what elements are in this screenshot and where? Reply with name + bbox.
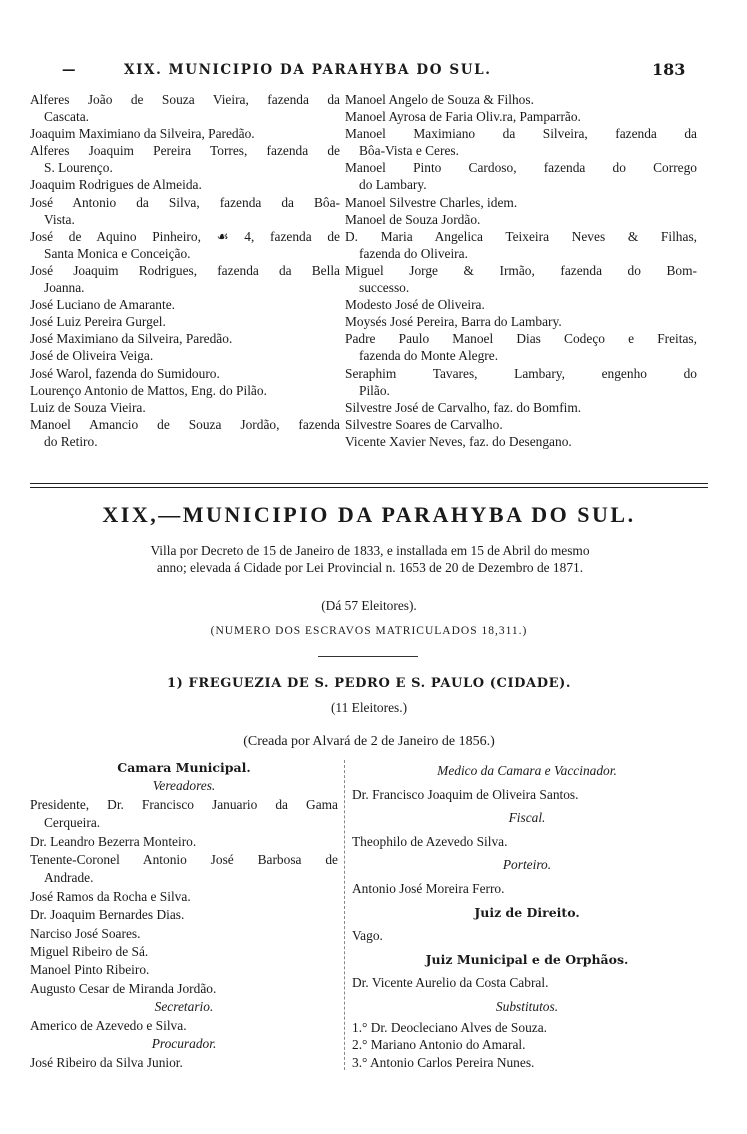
list-entry [345,211,697,228]
entry-line: José de Oliveira Veiga. [30,348,154,364]
entry-line: José Joaquim Rodrigues, fazenda da Bella [30,262,340,278]
list-entry [345,108,697,125]
list-entry [30,125,340,142]
entry-line: Joaquim Maximiano da Silveira, Paredão. [30,126,255,142]
entry-line: Camara Municipal. [117,760,251,775]
short-rule [318,656,418,657]
top-left-column [30,91,340,450]
history-line: anno; elevada á Cidade por Lei Provincial n. 1653 de 20 de Dezembro de 1871. [156,560,584,575]
entry-line: José Maximiano da Silveira, Paredão. [30,331,233,347]
entry-line: José Luiz Pereira Gurgel. [30,314,166,330]
list-entry [345,399,697,416]
entry-line: Manoel Angelo de Souza & Filhos. [345,92,534,107]
entry-line: Santa Monica e Conceição. [44,245,191,261]
entry-line: Manoel Silvestre Charles, idem. [345,194,518,210]
entry-line: Juiz de Direito. [474,904,580,920]
list-entry [352,971,702,995]
list-entry [30,228,340,262]
entry-line: Alferes João de Souza Vieira, fazenda da [30,92,340,107]
subheading [352,806,702,830]
subheading [30,759,338,777]
entry-line: José Luciano de Amarante. [30,297,176,313]
entry-line: fazenda do Oliveira. [359,245,468,261]
entry-line: José Ramos da Rocha e Silva. [30,888,191,904]
entry-line: Manoel de Souza Jordão. [345,211,481,227]
entry-line: Porteiro. [502,857,552,873]
subheading [30,998,338,1016]
entry-line: Juiz Municipal e de Orphãos. [425,951,629,967]
list-entry [345,159,697,193]
entry-line: Manoel Pinto Ribeiro. [30,962,150,978]
list-entry [352,1036,702,1054]
entry-line: 3.° Antonio Carlos Pereira Nunes. [352,1054,535,1070]
entry-line: José de Aquino Pinheiro, ☙ 4, fazenda de [30,228,340,244]
entry-line: Dr. Joaquim Bernardes Dias. [30,907,185,923]
list-entry [345,330,697,364]
entry-line: Bôa-Vista e Ceres. [359,143,459,159]
entry-line: Vista. [44,211,75,227]
entry-line: Medico da Camara e Vaccinador. [437,763,617,778]
entry-line: Vereadores. [152,778,216,794]
entry-line: fazenda do Monte Alegre. [359,348,499,364]
bottom-right-column [352,759,702,1071]
entry-line: Vago. [352,928,383,944]
entry-line: Pilão. [359,382,390,398]
list-entry [30,382,340,399]
list-entry [30,142,340,176]
entry-line: Vicente Xavier Neves, faz. do Desengano. [345,433,572,449]
list-entry [345,91,697,108]
entry-line: José Warol, fazenda do Sumidouro. [30,365,220,381]
list-entry [30,399,340,416]
entry-line: Dr. Francisco Joaquim de Oliveira Santos. [352,786,579,802]
top-right-column [345,91,697,450]
entry-line: Luiz de Souza Vieira. [30,399,146,415]
list-entry [345,228,697,262]
parish-heading: 1) FREGUEZIA DE S. PEDRO E S. PAULO (CIDADE). [167,676,571,691]
entry-line: do Retiro. [44,433,98,449]
subheading [352,853,702,877]
list-entry [30,347,340,364]
list-entry [30,416,340,450]
entry-line: Manoel Ayrosa de Faria Oliv.ra, Pamparrão. [345,109,581,125]
running-title: XIX. MUNICIPIO DA PARAHYBA DO SUL. [124,62,492,78]
list-entry [30,194,340,228]
list-entry [345,365,697,399]
list-entry [30,91,340,125]
list-entry [30,330,340,347]
entry-line: 2.° Mariano Antonio do Amaral. [352,1037,526,1053]
list-entry [345,416,697,433]
list-entry [345,262,697,296]
entry-line: Presidente, Dr. Francisco Januario da Gama [30,796,338,812]
history-line: Villa por Decreto de 15 de Janeiro de 1833, e installada em 15 de Abril do mesmo [150,543,590,558]
entry-line: Moysés José Pereira, Barra do Lambary. [345,314,562,330]
entry-line: Narciso José Soares. [30,925,141,941]
list-entry [352,877,702,901]
list-entry [30,833,338,851]
entry-line: Lourenço Antonio de Mattos, Eng. do Pilão. [30,382,267,398]
entry-line: Miguel Jorge & Irmão, fazenda do Bom- [345,262,697,278]
entry-line: Fiscal. [508,810,546,826]
list-entry [30,925,338,943]
entry-line: José Ribeiro da Silva Junior. [30,1054,183,1070]
list-entry [352,1054,702,1072]
list-entry [30,906,338,924]
list-entry [30,1054,338,1072]
entry-line: Silvestre José de Carvalho, faz. do Bomfim. [345,399,582,415]
list-entry [30,313,340,330]
entry-line: José Antonio da Silva, fazenda da Bôa- [30,194,340,210]
subheading [30,1035,338,1053]
entry-line: Secretario. [154,999,214,1015]
list-entry [30,943,338,961]
bottom-left-column [30,759,338,1072]
subheading [352,759,702,783]
subheading [30,777,338,795]
entry-line: Substitutos. [495,998,559,1014]
history-paragraph [40,542,700,576]
list-entry [30,851,338,888]
list-entry [352,783,702,807]
list-entry [345,296,697,313]
running-header [34,62,714,82]
electors-count: (Dá 57 Eleitores). [321,598,417,613]
subheading [352,901,702,925]
entry-line: Tenente-Coronel Antonio José Barbosa de [30,852,338,868]
entry-line: Andrade. [44,870,94,886]
entry-line: do Lambary. [359,177,427,193]
list-entry [30,980,338,998]
list-entry [30,262,340,296]
subheading [352,948,702,972]
list-entry [352,924,702,948]
entry-line: Miguel Ribeiro de Sá. [30,944,149,960]
page-number: 183 [652,60,686,79]
entry-line: Cascata. [44,109,89,125]
list-entry [345,125,697,159]
entry-line: Theophilo de Azevedo Silva. [352,833,508,849]
list-entry [345,433,697,450]
list-entry [345,194,697,211]
entry-line: Padre Paulo Manoel Dias Codeço e Freitas, [345,331,697,347]
list-entry [30,888,338,906]
list-entry [345,313,697,330]
entry-line: Manoel Amancio de Souza Jordão, fazenda [30,416,340,432]
entry-line: Antonio José Moreira Ferro. [352,880,505,896]
entry-line: Americo de Azevedo e Silva. [30,1017,187,1033]
entry-line: Cerqueira. [44,815,101,831]
entry-line: Silvestre Soares de Carvalho. [345,416,503,432]
entry-line: S. Lourenço. [44,160,113,176]
entry-line: Seraphim Tavares, Lambary, engenho do [345,365,697,381]
list-entry [30,1017,338,1035]
divider-rule [30,487,708,488]
list-entry [30,176,340,193]
section-title: XIX,—MUNICIPIO DA PARAHYBA DO SUL. [102,502,636,527]
entry-line: Joaquim Rodrigues de Almeida. [30,177,202,193]
entry-line: successo. [359,280,410,296]
entry-line: Procurador. [151,1036,217,1052]
slaves-count: (NUMERO DOS ESCRAVOS MATRICULADOS 18,311.) [210,625,528,637]
entry-line: Alferes Joaquim Pereira Torres, fazenda de [30,143,340,159]
list-entry [30,796,338,833]
list-entry [352,1019,702,1037]
entry-line: Dr. Vicente Aurelio da Costa Cabral. [352,975,549,991]
entry-line: Manoel Maximiano da Silveira, fazenda da [345,126,697,142]
entry-line: Modesto José de Oliveira. [345,297,485,313]
entry-line: 1.° Dr. Deocleciano Alves de Souza. [352,1019,548,1035]
entry-line: Joanna. [44,280,85,296]
column-divider [344,760,345,1070]
parish-created: (Creada por Alvará de 2 de Janeiro de 1856.) [243,734,495,749]
divider-rule [30,483,708,484]
list-entry [30,365,340,382]
subheading [352,995,702,1019]
entry-line: Dr. Leandro Bezerra Monteiro. [30,833,197,849]
list-entry [30,961,338,979]
parish-electors: (11 Eleitores.) [330,700,408,715]
entry-line: Manoel Pinto Cardoso, fazenda do Corrego [345,160,697,176]
header-dash: — [62,62,78,78]
entry-line: Augusto Cesar de Miranda Jordão. [30,980,217,996]
list-entry [30,296,340,313]
entry-line: D. Maria Angelica Teixeira Neves & Filhas, [345,228,697,244]
list-entry [352,830,702,854]
